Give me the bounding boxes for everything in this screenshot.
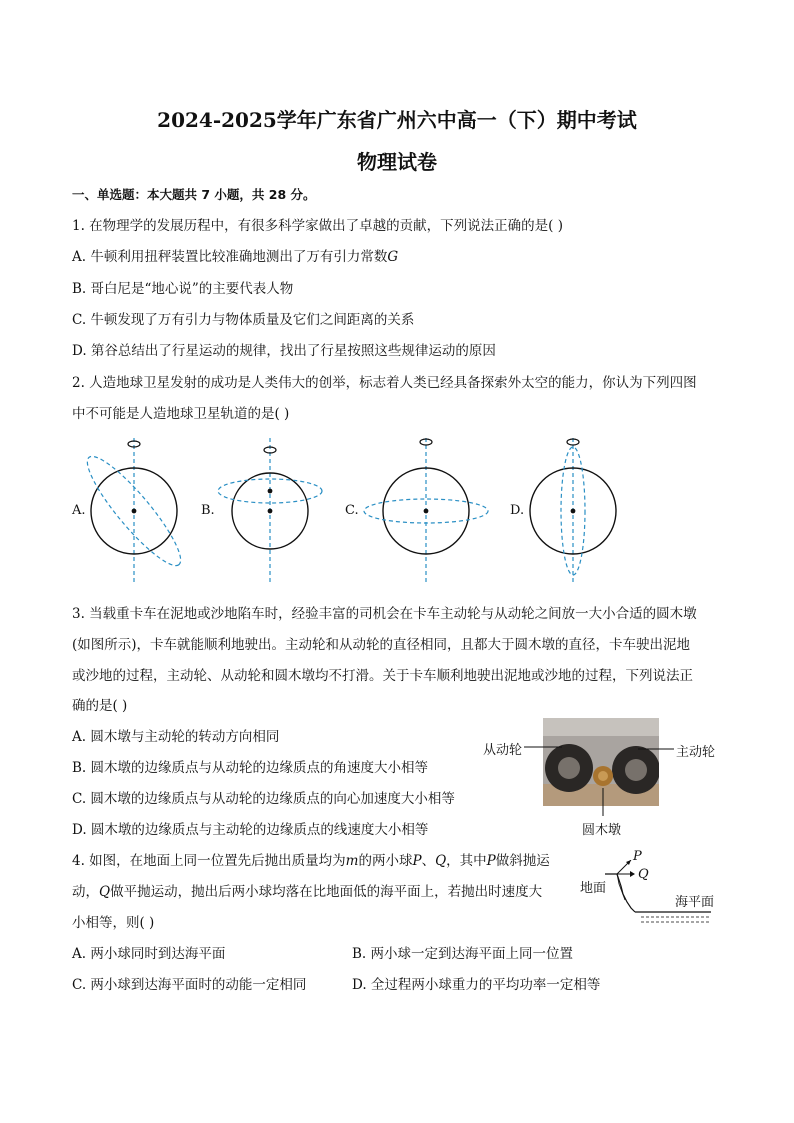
q2-label-b: B.	[201, 503, 215, 518]
q4-text-1: 4. 如图，在地面上同一位置先后抛出质量均为	[72, 853, 346, 869]
q4-stem-line2	[72, 882, 542, 902]
q3-pointer-log	[598, 788, 608, 818]
q4-option-c: C. 两小球到达海平面时的动能一定相同	[72, 977, 307, 993]
q4-option-b: B. 两小球一定到达海平面上同一位置	[352, 946, 574, 962]
q4-label-p: P	[633, 849, 642, 864]
q1-option-d: D. 第谷总结出了行星运动的规律，找出了行星按照这些规律运动的原因	[72, 343, 496, 359]
q3-stem-line1: 3. 当载重卡车在泥地或沙地陷车时，经验丰富的司机会在卡车主动轮与从动轮之间放一大小合适的圆木墩	[72, 606, 697, 622]
q3-option-b: B. 圆木墩的边缘质点与从动轮的边缘质点的角速度大小相等	[72, 760, 429, 776]
q4-text-3: ，其中	[446, 853, 487, 869]
q1-symbol-g: G	[387, 249, 399, 265]
q4-symbol-q2: Q	[99, 884, 111, 900]
section-heading: 一、单选题：本大题共 7 小题，共 28 分。	[72, 187, 316, 202]
q4-sep: 、	[421, 853, 436, 869]
q4-option-a: A. 两小球同时到达海平面	[72, 946, 226, 962]
q4-stem-line3: 小相等，则( )	[72, 915, 155, 931]
page-subtitle: 物理试卷	[357, 150, 437, 174]
q4-label-q: Q	[638, 867, 649, 882]
q1-stem: 1. 在物理学的发展历程中，有很多科学家做出了卓越的贡献，下列说法正确的是( )	[72, 218, 563, 234]
q3-pointer-drive	[638, 742, 676, 756]
q4-label-ground: 地面	[580, 881, 607, 896]
q3-label-driven-wheel: 从动轮	[483, 743, 523, 758]
q1-option-a-text: A. 牛顿利用扭秤装置比较准确地测出了万有引力常数	[72, 249, 388, 265]
q1-option-c: C. 牛顿发现了万有引力与物体质量及它们之间距离的关系	[72, 312, 415, 328]
q3-option-a: A. 圆木墩与主动轮的转动方向相同	[72, 729, 280, 745]
q2-figure-a	[84, 430, 194, 590]
q1-option-a	[72, 247, 398, 267]
q3-stem-line3: 或沙地的过程，主动轮、从动轮和圆木墩均不打滑。关于卡车顺利地驶出泥地或沙地的过程，下列说法正	[72, 668, 693, 684]
q2-figure-d	[524, 430, 624, 590]
q2-label-a: A.	[72, 503, 86, 518]
q3-stem-line4: 确的是( )	[72, 698, 128, 714]
q3-option-d: D. 圆木墩的边缘质点与主动轮的边缘质点的线速度大小相等	[72, 822, 429, 838]
q3-option-c: C. 圆木墩的边缘质点与从动轮的边缘质点的向心加速度大小相等	[72, 791, 455, 807]
q4-label-sea: 海平面	[675, 895, 715, 910]
q4-stem-line1	[72, 851, 550, 871]
q2-label-d: D.	[510, 503, 525, 518]
q2-stem-line1: 2. 人造地球卫星发射的成功是人类伟大的创举，标志着人类已经具备探索外太空的能力，你认为下列四图	[72, 375, 697, 391]
q1-option-b: B. 哥白尼是“地心说”的主要代表人物	[72, 281, 294, 297]
q4-text-5: 动，	[72, 884, 99, 900]
q4-symbol-m: m	[345, 853, 359, 869]
q4-text-6: 做平抛运动，抛出后两小球均落在比地面低的海平面上，若抛出时速度大	[110, 884, 543, 900]
q4-symbol-p: P	[412, 853, 422, 869]
q3-label-log: 圆木墩	[582, 823, 622, 838]
q2-label-c: C.	[345, 503, 359, 518]
q2-figure-c	[360, 430, 495, 590]
q3-stem-line2: (如图所示)，卡车就能顺利地驶出。主动轮和从动轮的直径相同，且都大于圆木墩的直径，卡车驶出泥地	[72, 637, 691, 653]
q4-text-4: 做斜抛运	[495, 853, 550, 869]
q2-stem-line2: 中不可能是人造地球卫星轨道的是( )	[72, 406, 290, 422]
q4-option-d: D. 全过程两小球重力的平均功率一定相等	[352, 977, 601, 993]
q4-text-2: 的两小球	[358, 853, 413, 869]
q3-label-drive-wheel: 主动轮	[676, 745, 716, 760]
q4-symbol-p2: P	[486, 853, 496, 869]
q2-figure-b	[215, 430, 330, 590]
q3-pointer-driven	[524, 740, 564, 754]
q4-symbol-q: Q	[435, 853, 447, 869]
page-title: 2024-2025学年广东省广州六中高一（下）期中考试	[157, 108, 637, 132]
